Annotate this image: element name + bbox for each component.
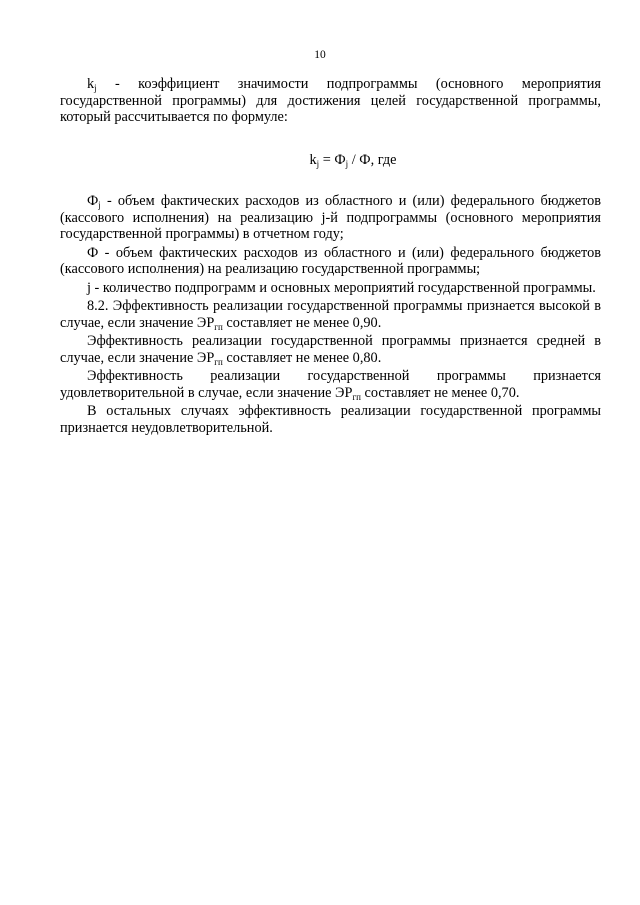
- paragraph-other: В остальных случаях эффективность реализации государственной программы признается неудовлетворительной.: [60, 403, 601, 436]
- paragraph-satisfactory: [60, 368, 601, 401]
- definition-kj-text: - коэффициент значимости подпрограммы (основного мероприятия государственной программы) для достижения целей государственной программы, который рассчитывается по формуле:: [60, 76, 601, 125]
- formula-kj: [60, 152, 601, 169]
- definition-phi: Ф - объем фактических расходов из областного и (или) федерального бюджетов (кассового исполнения) на реализацию государственной программы;: [60, 244, 601, 277]
- paragraph-8-2: [60, 298, 601, 331]
- subscript-j: j: [98, 200, 101, 210]
- definition-phij-text: - объем фактических расходов из областного и (или) федерального бюджетов (кассового исполнения) на реализацию j-й подпрограммы (основного мероприятия государственной программы) в отчетном году;: [60, 193, 601, 242]
- subscript-j: j: [94, 83, 97, 93]
- definition-kj: [60, 76, 601, 126]
- paragraph-medium: [60, 333, 601, 366]
- page-number: 10: [314, 49, 326, 61]
- document-body: [60, 76, 601, 436]
- formula-equals-phi: = Ф: [319, 151, 346, 168]
- subscript-gp: гп: [352, 391, 361, 402]
- definition-j: j - количество подпрограмм и основных мероприятий государственной программы.: [87, 279, 596, 296]
- paragraph-8-2-tail: составляет не менее 0,90.: [222, 314, 382, 331]
- subscript-gp: гп: [214, 356, 223, 367]
- paragraph-medium-text: Эффективность реализации государственной программы признается средней в случае, если значение ЭР: [60, 333, 601, 366]
- formula-lhs: k: [309, 151, 317, 168]
- formula-lhs-subscript: j: [316, 158, 320, 169]
- formula-phi-subscript: j: [345, 158, 349, 169]
- paragraph-satisfactory-tail: составляет не менее 0,70.: [360, 384, 520, 401]
- definition-phij: [60, 193, 601, 243]
- formula-rest: / Ф, где: [348, 151, 397, 168]
- paragraph-satisfactory-text: Эффективность реализации государственной программы признается удовлетворительной в случае, если значение ЭР: [60, 368, 601, 401]
- symbol-k: k: [87, 76, 95, 92]
- paragraph-medium-tail: составляет не менее 0,80.: [222, 349, 382, 366]
- symbol-phi: Ф: [87, 193, 99, 209]
- subscript-gp: гп: [214, 321, 223, 332]
- paragraph-8-2-text: 8.2. Эффективность реализации государственной программы признается высокой в случае, если значение ЭР: [60, 298, 601, 331]
